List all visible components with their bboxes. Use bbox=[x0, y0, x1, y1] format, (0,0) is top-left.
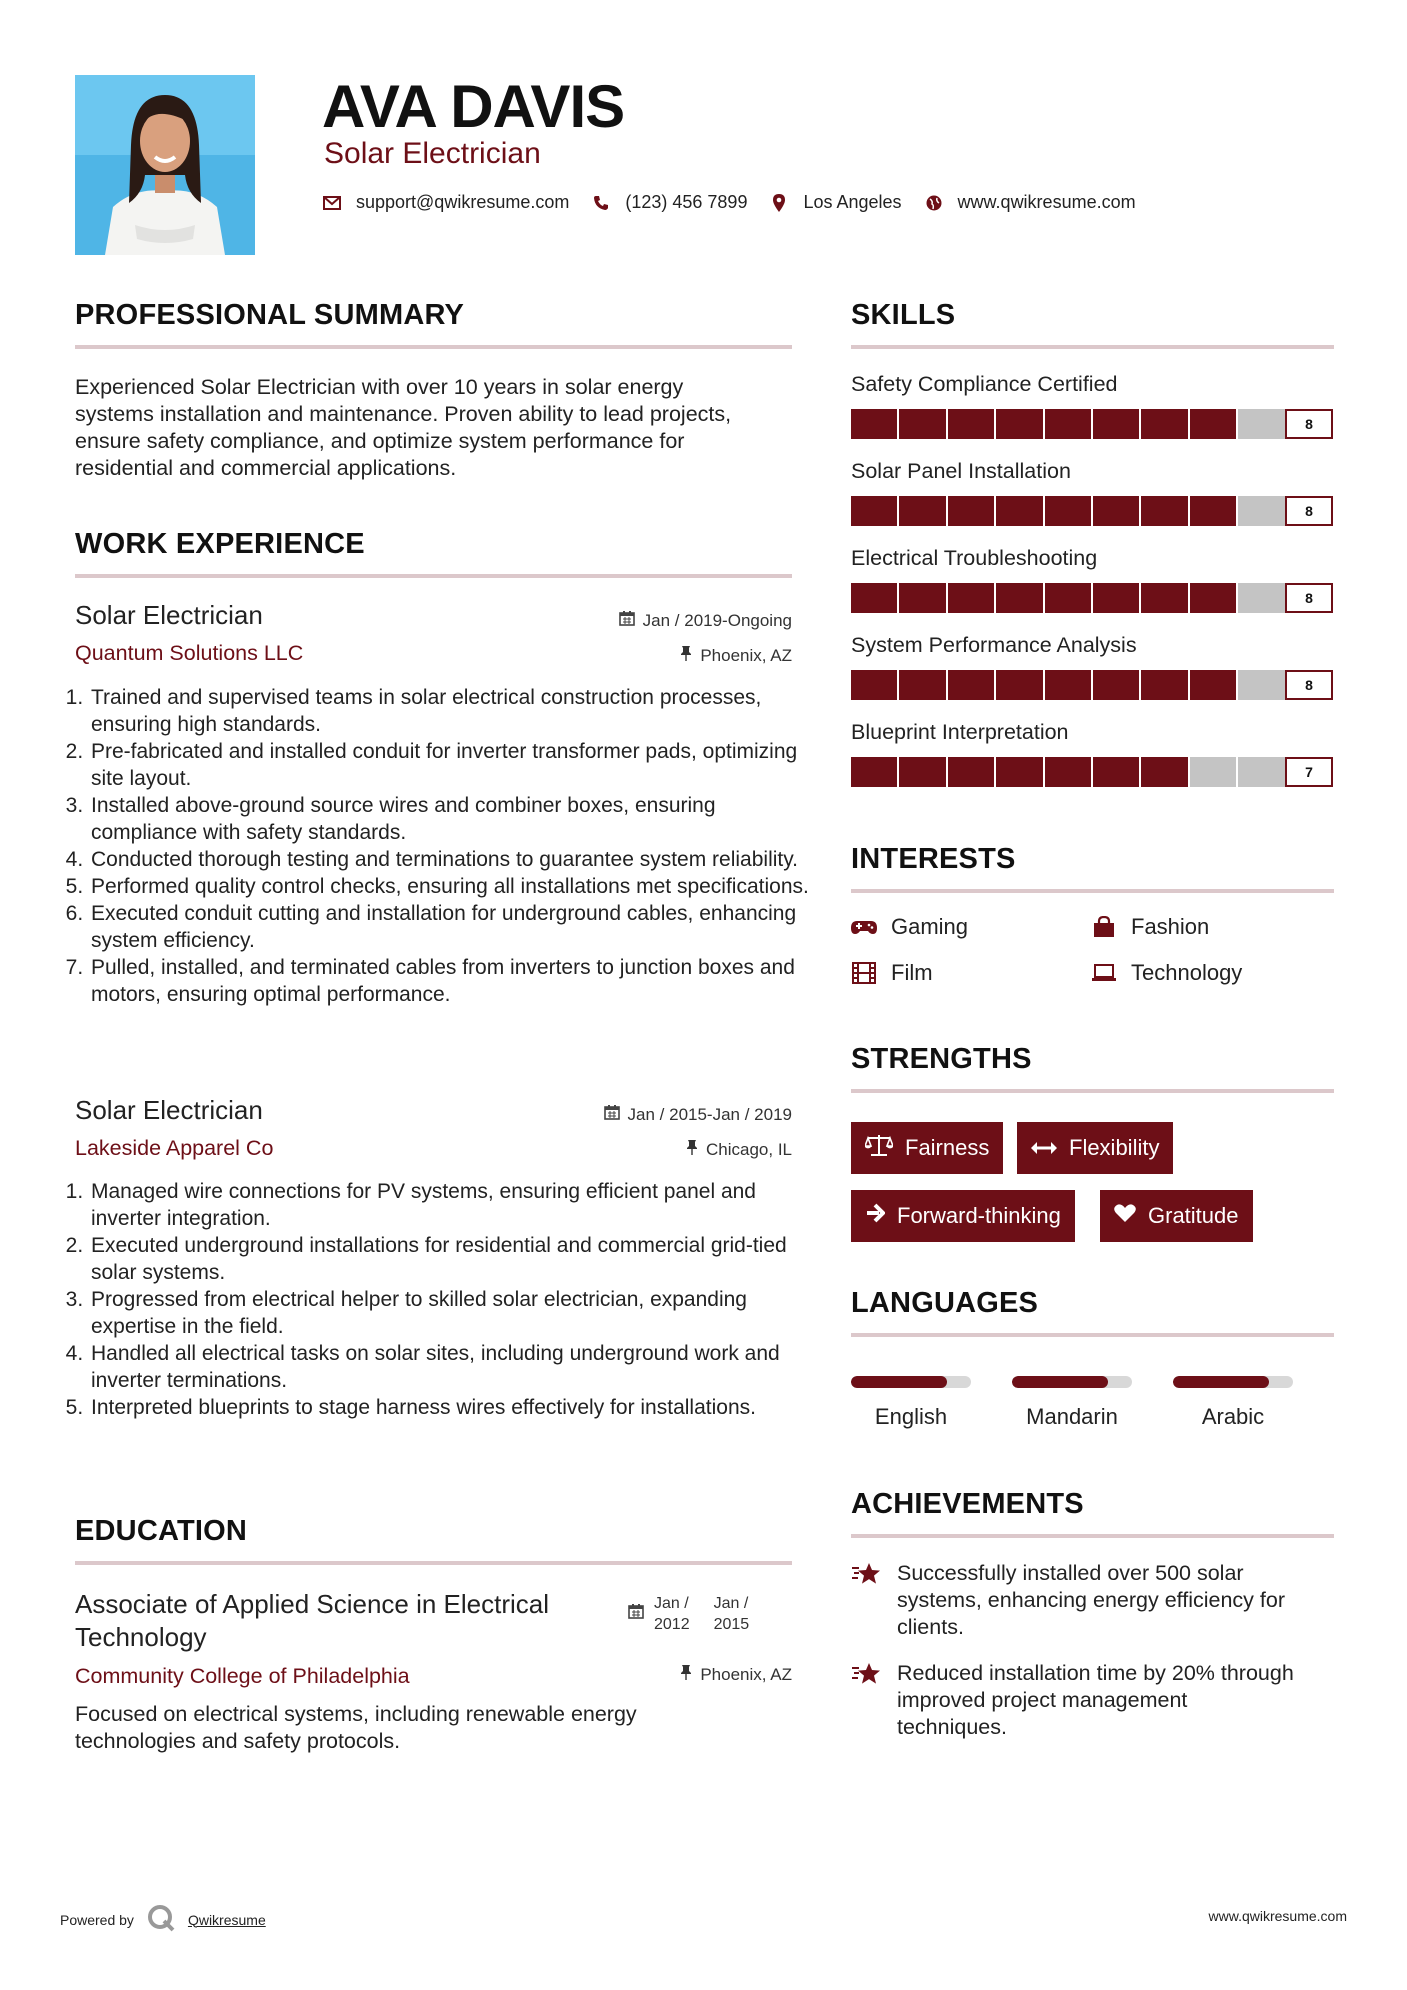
globe-icon bbox=[924, 195, 944, 211]
calendar-icon bbox=[604, 1104, 620, 1125]
skill-bar-segment bbox=[1093, 670, 1139, 700]
education-start-month: Jan / bbox=[654, 1595, 689, 1612]
skill-bar-segment bbox=[948, 409, 994, 439]
strength-label: Forward-thinking bbox=[897, 1203, 1061, 1228]
skill-bar-segment bbox=[851, 409, 897, 439]
calendar-icon bbox=[628, 1603, 644, 1635]
skill-label: System Performance Analysis bbox=[851, 633, 1137, 657]
languages-divider bbox=[851, 1333, 1334, 1337]
language-level-fill bbox=[851, 1376, 947, 1388]
language-label: Arabic bbox=[1201, 1404, 1265, 1429]
envelope-icon bbox=[322, 196, 342, 210]
skill-bar-segment bbox=[1045, 496, 1091, 526]
strength-chip-flexibility bbox=[1017, 1122, 1173, 1174]
skill-bar-segment bbox=[1045, 670, 1091, 700]
skill-bar bbox=[851, 583, 1333, 613]
education-start-year: 2012 bbox=[654, 1616, 690, 1633]
interest-label: Gaming bbox=[891, 914, 969, 939]
achievement-line: Successfully installed over 500 solar bbox=[897, 1561, 1244, 1585]
language-item bbox=[1173, 1376, 1293, 1430]
education-end-year: 2015 bbox=[713, 1616, 750, 1633]
job-location bbox=[680, 645, 792, 666]
skill-bar-segment bbox=[1190, 757, 1236, 787]
interest-item-fashion bbox=[1091, 914, 1209, 940]
achievement-item bbox=[851, 1560, 1285, 1641]
skill-bar-segment bbox=[1045, 409, 1091, 439]
skill-bar-segment bbox=[1141, 583, 1187, 613]
experience-divider bbox=[75, 574, 792, 578]
skill-bar-segment bbox=[851, 757, 897, 787]
skill-bar-segment bbox=[996, 496, 1042, 526]
job-bullets bbox=[71, 684, 814, 1008]
skill-bar-segment bbox=[1141, 670, 1187, 700]
skill-bar-segment bbox=[1190, 409, 1236, 439]
summary-line: residential and commercial applications. bbox=[75, 456, 457, 480]
contact-website[interactable]: www.qwikresume.com bbox=[957, 192, 1136, 212]
achievement-line: clients. bbox=[897, 1615, 964, 1639]
achievements-heading: ACHIEVEMENTS bbox=[851, 1488, 1084, 1520]
achievement-item bbox=[851, 1660, 1294, 1741]
skill-level-badge: 8 bbox=[1285, 496, 1333, 526]
strength-chip-forward-thinking bbox=[851, 1190, 1075, 1242]
list-item: 4. Handled all electrical tasks on solar sites, including underground work and inverter terminations. bbox=[89, 1340, 814, 1394]
strength-label: Gratitude bbox=[1148, 1203, 1239, 1228]
list-item: 1. Managed wire connections for PV systems, ensuring efficient panel and inverter integration. bbox=[89, 1178, 814, 1232]
contact-phone[interactable]: (123) 456 7899 bbox=[625, 192, 748, 212]
interest-label: Film bbox=[891, 960, 933, 985]
profile-photo bbox=[75, 75, 255, 255]
skill-label: Blueprint Interpretation bbox=[851, 720, 1069, 744]
skill-bar-segment bbox=[851, 670, 897, 700]
skill-bar-segment bbox=[1093, 583, 1139, 613]
skill-bar-segment bbox=[948, 496, 994, 526]
job-bullets bbox=[71, 1178, 814, 1421]
list-item: 5. Performed quality control checks, ensuring all installations met specifications. bbox=[89, 873, 814, 900]
powered-by-label: Powered by bbox=[60, 1911, 134, 1928]
footer-website[interactable]: www.qwikresume.com bbox=[1208, 1908, 1347, 1924]
list-item: 3. Installed above-ground source wires and combiner boxes, ensuring compliance with safety standards. bbox=[89, 792, 814, 846]
skill-bar-segment bbox=[996, 670, 1042, 700]
heart-icon bbox=[1114, 1203, 1136, 1229]
language-level-fill bbox=[1012, 1376, 1108, 1388]
skill-level-badge: 8 bbox=[1285, 583, 1333, 613]
job-company: Lakeside Apparel Co bbox=[75, 1136, 274, 1160]
skills-heading: SKILLS bbox=[851, 299, 956, 331]
strengths-heading: STRENGTHS bbox=[851, 1043, 1032, 1075]
skill-bar-segment bbox=[899, 670, 945, 700]
skill-bar-segment bbox=[1238, 583, 1284, 613]
education-description bbox=[75, 1701, 637, 1755]
summary-text bbox=[75, 374, 815, 482]
arrow-right-icon bbox=[865, 1203, 885, 1229]
skill-bar bbox=[851, 670, 1333, 700]
education-heading: EDUCATION bbox=[75, 1515, 248, 1547]
language-item bbox=[1012, 1376, 1132, 1430]
language-level-bar bbox=[1012, 1376, 1132, 1388]
skill-bar-segment bbox=[899, 583, 945, 613]
summary-line: ensure safety compliance, and optimize system performance for bbox=[75, 429, 685, 453]
interest-item-film bbox=[851, 960, 933, 986]
summary-line: systems installation and maintenance. Proven ability to lead projects, bbox=[75, 402, 732, 426]
film-icon bbox=[851, 962, 877, 984]
job-location-text: Phoenix, AZ bbox=[700, 645, 792, 665]
education-divider bbox=[75, 1561, 792, 1565]
brand-link[interactable]: Qwikresume bbox=[187, 1911, 266, 1928]
achievement-text bbox=[897, 1660, 1294, 1741]
qwikresume-logo-icon bbox=[146, 1903, 176, 1936]
skill-bar-segment bbox=[1238, 757, 1284, 787]
school-name: Community College of Philadelphia bbox=[75, 1664, 410, 1688]
language-level-fill bbox=[1173, 1376, 1269, 1388]
strength-label: Flexibility bbox=[1069, 1135, 1160, 1160]
language-level-bar bbox=[1173, 1376, 1293, 1388]
skill-bar-segment bbox=[948, 757, 994, 787]
calendar-icon bbox=[619, 610, 635, 631]
achievement-line: improved project management bbox=[897, 1688, 1188, 1712]
strength-label: Fairness bbox=[905, 1135, 990, 1160]
summary-heading: PROFESSIONAL SUMMARY bbox=[75, 299, 465, 331]
map-marker-icon bbox=[769, 194, 789, 212]
skill-bar-segment bbox=[851, 583, 897, 613]
list-item: 6. Executed conduit cutting and installation for underground cables, enhancing system efficiency. bbox=[89, 900, 814, 954]
skill-bar-segment bbox=[899, 409, 945, 439]
skill-level-badge: 7 bbox=[1285, 757, 1333, 787]
skill-bar bbox=[851, 496, 1333, 526]
phone-icon bbox=[591, 195, 611, 211]
skill-item bbox=[851, 633, 1333, 700]
list-item: 3. Progressed from electrical helper to skilled solar electrician, expanding expertise in the field. bbox=[89, 1286, 814, 1340]
list-item: 4. Conducted thorough testing and terminations to guarantee system reliability. bbox=[89, 846, 814, 873]
skill-item bbox=[851, 720, 1333, 787]
language-label: English bbox=[874, 1404, 948, 1429]
skill-bar-segment bbox=[1190, 670, 1236, 700]
skill-label: Solar Panel Installation bbox=[851, 459, 1071, 483]
skill-item bbox=[851, 546, 1333, 613]
job-dates-text: Jan / 2015-Jan / 2019 bbox=[627, 1104, 792, 1124]
skill-bar-segment bbox=[996, 757, 1042, 787]
skill-bar-segment bbox=[1238, 496, 1284, 526]
skill-bar-segment bbox=[1093, 409, 1139, 439]
pushpin-icon bbox=[686, 1139, 698, 1160]
strengths-divider bbox=[851, 1089, 1334, 1093]
list-item: 2. Executed underground installations for residential and commercial grid-tied solar systems. bbox=[89, 1232, 814, 1286]
trophy-star-icon bbox=[851, 1560, 883, 1641]
skill-bar-segment bbox=[899, 496, 945, 526]
education-dates bbox=[628, 1593, 749, 1635]
skill-bar-segment bbox=[1141, 496, 1187, 526]
skill-bar-segment bbox=[1238, 670, 1284, 700]
language-label: Mandarin bbox=[1026, 1404, 1118, 1429]
achievement-line: Reduced installation time by 20% through bbox=[897, 1661, 1294, 1685]
degree-line: Associate of Applied Science in Electrical bbox=[75, 1589, 550, 1619]
skill-bar-segment bbox=[1238, 409, 1284, 439]
skill-bar-segment bbox=[1141, 409, 1187, 439]
skill-bar-segment bbox=[1190, 496, 1236, 526]
language-level-bar bbox=[851, 1376, 971, 1388]
list-item: 1. Trained and supervised teams in solar electrical construction processes, ensuring high standards. bbox=[89, 684, 814, 738]
skill-bar-segment bbox=[899, 757, 945, 787]
skill-bar-segment bbox=[996, 583, 1042, 613]
interests-heading: INTERESTS bbox=[851, 843, 1016, 875]
list-item: 2. Pre-fabricated and installed conduit for inverter transformer pads, optimizing site layout. bbox=[89, 738, 814, 792]
trophy-star-icon bbox=[851, 1660, 883, 1741]
skill-bar bbox=[851, 757, 1333, 787]
candidate-title: Solar Electrician bbox=[324, 137, 541, 170]
strength-chip-gratitude bbox=[1100, 1190, 1253, 1242]
job-title: Solar Electrician bbox=[75, 1095, 263, 1125]
education-location bbox=[680, 1664, 792, 1685]
experience-heading: WORK EXPERIENCE bbox=[75, 528, 365, 560]
strength-chip-fairness bbox=[851, 1122, 1003, 1174]
skill-bar bbox=[851, 409, 1333, 439]
interests-divider bbox=[851, 889, 1334, 893]
education-line: technologies and safety protocols. bbox=[75, 1729, 401, 1753]
job-location bbox=[686, 1139, 792, 1160]
achievements-divider bbox=[851, 1534, 1334, 1538]
education-start bbox=[654, 1593, 690, 1635]
skill-item bbox=[851, 372, 1333, 439]
degree-line: Technology bbox=[75, 1622, 207, 1652]
skill-bar-segment bbox=[1190, 583, 1236, 613]
skill-label: Electrical Troubleshooting bbox=[851, 546, 1098, 570]
pushpin-icon bbox=[680, 645, 692, 666]
interest-item-gaming bbox=[851, 914, 968, 940]
skill-bar-segment bbox=[1045, 757, 1091, 787]
skill-bar-segment bbox=[948, 583, 994, 613]
education-location-text: Phoenix, AZ bbox=[700, 1664, 792, 1684]
contact-email[interactable]: support@qwikresume.com bbox=[356, 192, 570, 212]
skill-level-badge: 8 bbox=[1285, 409, 1333, 439]
achievement-line: techniques. bbox=[897, 1715, 1007, 1739]
scale-icon bbox=[865, 1133, 893, 1163]
skill-label: Safety Compliance Certified bbox=[851, 372, 1118, 396]
achievement-text bbox=[897, 1560, 1285, 1641]
achievement-line: systems, enhancing energy efficiency for bbox=[897, 1588, 1285, 1612]
skill-bar-segment bbox=[1141, 757, 1187, 787]
job-dates bbox=[619, 610, 792, 631]
shopping-bag-icon bbox=[1091, 916, 1117, 938]
summary-divider bbox=[75, 345, 792, 349]
skill-bar-segment bbox=[1093, 757, 1139, 787]
skills-divider bbox=[851, 345, 1334, 349]
pushpin-icon bbox=[680, 1664, 692, 1685]
education-end bbox=[714, 1593, 750, 1635]
contact-bar bbox=[322, 192, 1158, 213]
job-title: Solar Electrician bbox=[75, 600, 263, 630]
job-company: Quantum Solutions LLC bbox=[75, 641, 304, 665]
languages-list bbox=[851, 1376, 1293, 1430]
list-item: 5. Interpreted blueprints to stage harness wires effectively for installations. bbox=[89, 1394, 814, 1421]
languages-heading: LANGUAGES bbox=[851, 1287, 1039, 1319]
education-end-month: Jan / bbox=[713, 1595, 749, 1612]
interest-label: Technology bbox=[1131, 960, 1243, 985]
arrows-horizontal-icon bbox=[1031, 1135, 1057, 1161]
summary-line: Experienced Solar Electrician with over 10 years in solar energy bbox=[75, 375, 684, 399]
candidate-name: AVA DAVIS bbox=[322, 73, 625, 140]
job-dates-text: Jan / 2019-Ongoing bbox=[642, 610, 792, 630]
job-dates bbox=[604, 1104, 792, 1125]
skill-item bbox=[851, 459, 1333, 526]
skill-bar-segment bbox=[851, 496, 897, 526]
job-location-text: Chicago, IL bbox=[706, 1139, 792, 1159]
education-line: Focused on electrical systems, including renewable energy bbox=[75, 1702, 637, 1726]
contact-location: Los Angeles bbox=[803, 192, 902, 212]
skill-bar-segment bbox=[1045, 583, 1091, 613]
interest-item-technology bbox=[1091, 960, 1242, 986]
skill-bar-segment bbox=[948, 670, 994, 700]
interest-label: Fashion bbox=[1131, 914, 1210, 939]
gamepad-icon bbox=[851, 919, 877, 935]
language-item bbox=[851, 1376, 971, 1430]
skill-bar-segment bbox=[996, 409, 1042, 439]
skill-level-badge: 8 bbox=[1285, 670, 1333, 700]
skill-bar-segment bbox=[1093, 496, 1139, 526]
list-item: 7. Pulled, installed, and terminated cables from inverters to junction boxes and motors, ensuring optimal performance. bbox=[89, 954, 814, 1008]
footer-brand bbox=[60, 1903, 266, 1936]
degree-title bbox=[75, 1588, 549, 1654]
laptop-icon bbox=[1091, 963, 1117, 983]
